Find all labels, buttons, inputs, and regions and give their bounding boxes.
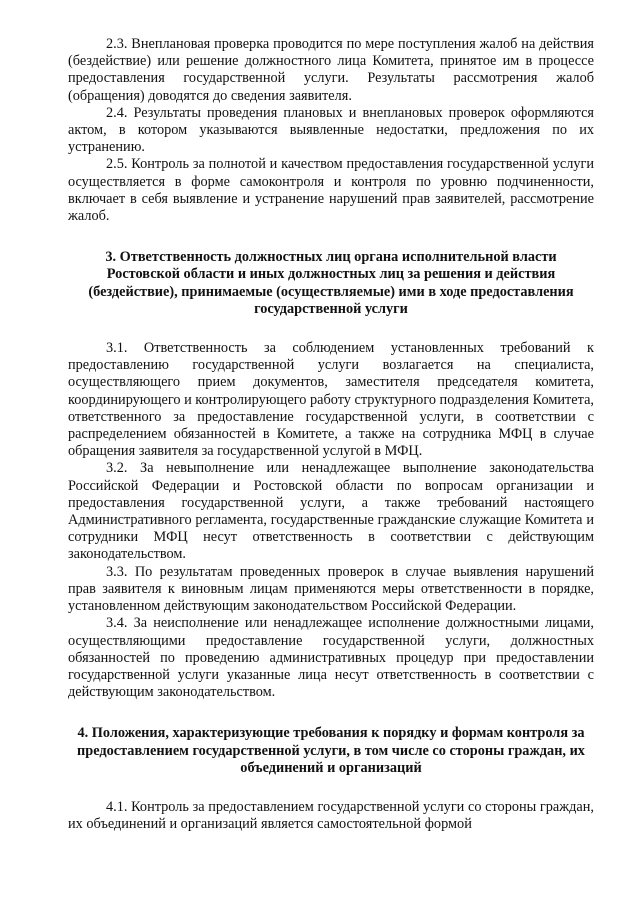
section-3-heading: 3. Ответственность должностных лиц органа исполнительной власти Ростовской области и иных должностных лиц за решения и действия (бездействие), принимаемые (осуществляемые) ими в ходе предоставления государственной услуги xyxy=(88,249,574,317)
document-page xyxy=(68,36,594,833)
paragraph-3-2: 3.2. За невыполнение или ненадлежащее выполнение законодательства Российской Федерации и Ростовской области по вопросам организации и предоставления государственной услуги, а также требований настоящего Административного регламента, государственные гражданские служащие Комитета и сотрудники МФЦ несут ответственность в соответствии с действующим законодательством. xyxy=(68,460,594,563)
paragraph-2-4: 2.4. Результаты проведения плановых и внеплановых проверок оформляются актом, в котором указываются выявленные недостатки, предложения по их устранению. xyxy=(68,104,594,156)
paragraph-2-3: 2.3. Внеплановая проверка проводится по мере поступления жалоб на действия (бездействие) или решение должностного лица Комитета, принятое им в процессе предоставления государственной услуги. Результаты рассмотрения жалоб (обращения) доводятся до сведения заявителя. xyxy=(68,36,594,104)
paragraph-3-4: 3.4. За неисполнение или ненадлежащее исполнение должностными лицами, осуществляющими предоставление государственной услуги, должностных обязанностей по проведению административных процедур при предоставлении государственной услуги указанные лица несут ответственность в соответствии с действующим законодательством. xyxy=(68,615,594,701)
paragraph-3-3: 3.3. По результатам проведенных проверок в случае выявления нарушений прав заявителя к виновным лицам применяются меры ответственности в порядке, установленном действующим законодательством Российской Федерации. xyxy=(68,563,594,615)
paragraph-4-1: 4.1. Контроль за предоставлением государственной услуги со стороны граждан, их объединений и организаций является самостоятельной формой xyxy=(68,798,594,833)
paragraph-2-5: 2.5. Контроль за полнотой и качеством предоставления государственной услуги осуществляется в форме самоконтроля и контроля по уровню подчиненности, включает в себя выявление и устранение нарушений прав заявителей, рассмотрение жалоб. xyxy=(68,156,594,225)
section-4-heading: 4. Положения, характеризующие требования к порядку и формам контроля за предоставлением государственной услуги, в том числе со стороны граждан, их объединений и организаций xyxy=(77,725,585,776)
paragraph-3-1: 3.1. Ответственность за соблюдением установленных требований к предоставлению государственной услуги возлагается на специалиста, осуществляющего прием документов, заместителя председателя комитета, координирующего и контролирующего работу структурного подразделения Комитета, ответственного за предоставление государственной услуги, в соответствии с распределением обязанностей в Комитете, а также на сотрудника МФЦ в случае обращения заявителя за государственной услугой в МФЦ. xyxy=(68,340,594,460)
